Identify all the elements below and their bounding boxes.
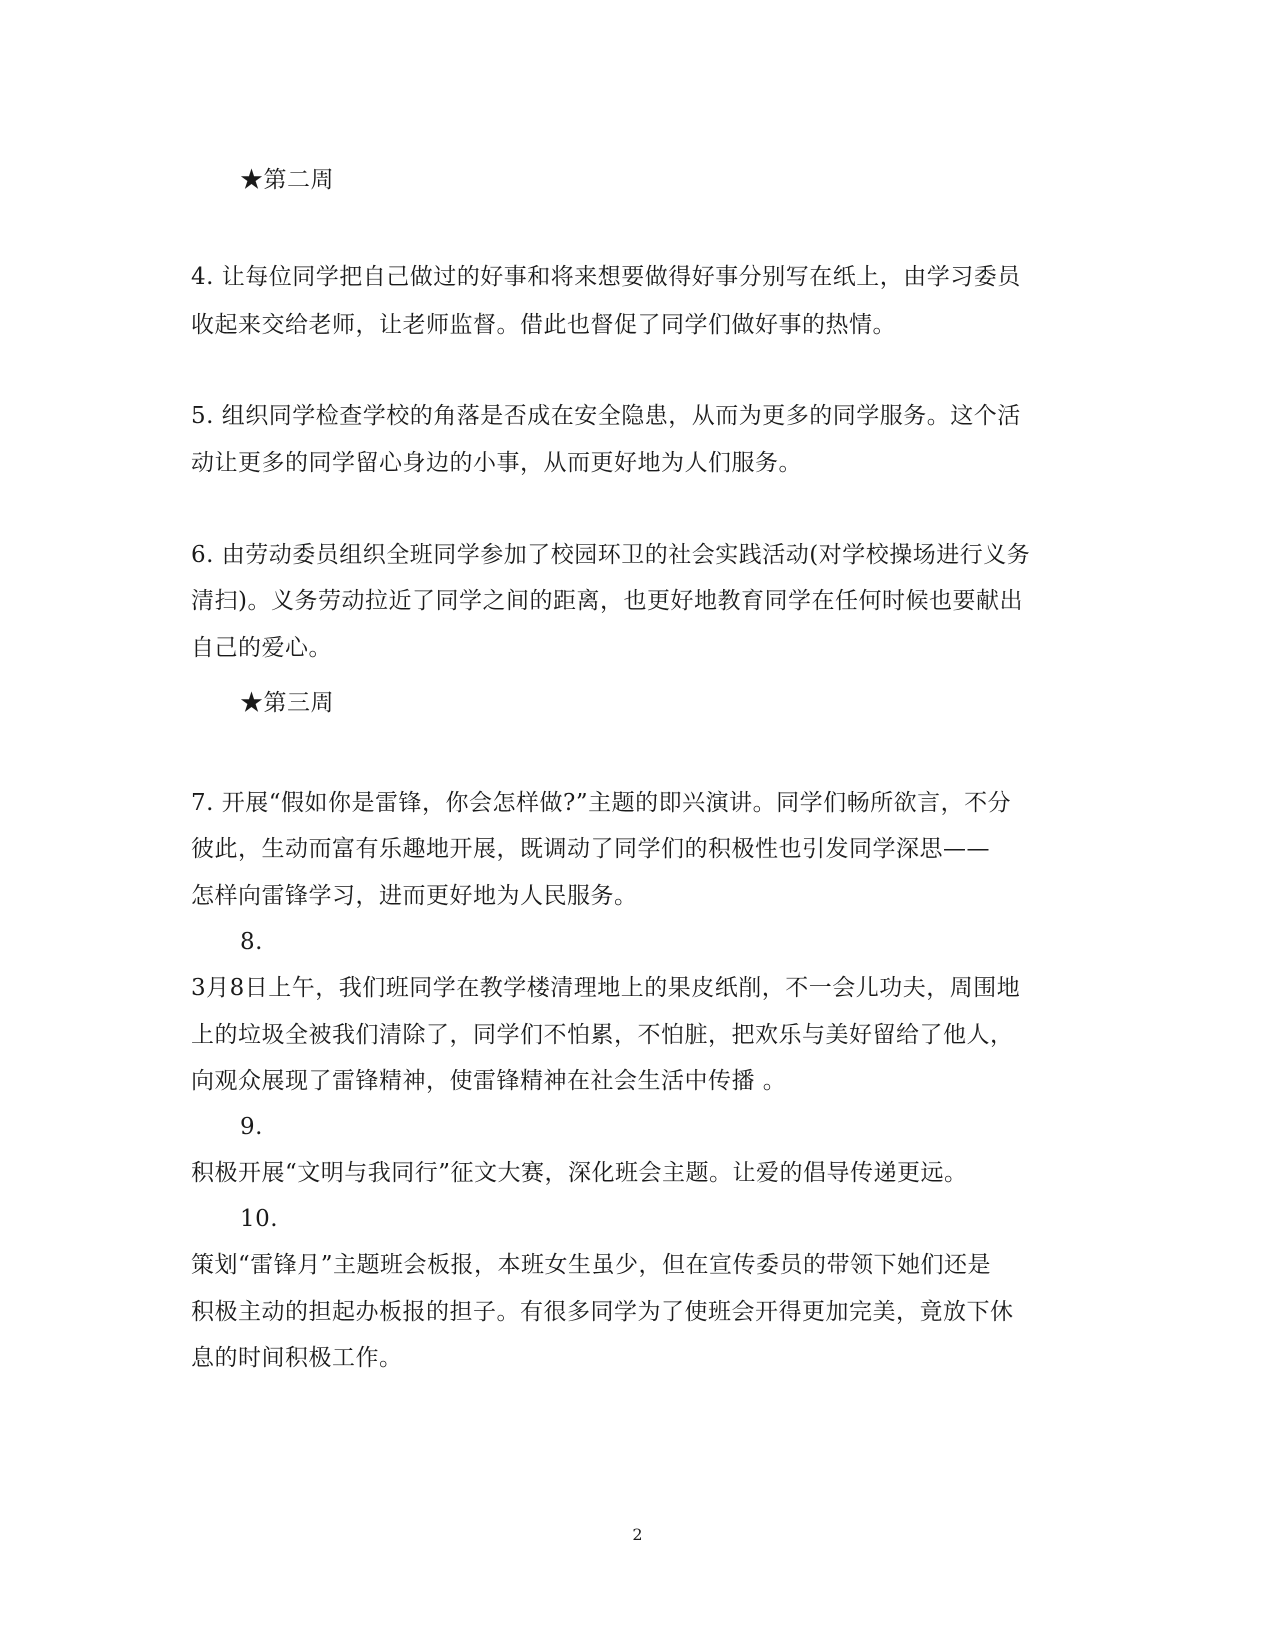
item10-line1: 策划“雷锋月”主题班会板报，本班女生虽少，但在宣传委员的带领下她们还是: [191, 1252, 992, 1278]
item6-line3: 自己的爱心。: [191, 635, 332, 661]
item5-line2: 动让更多的同学留心身边的小事，从而更好地为人们服务。: [191, 450, 802, 476]
item10-line2: 积极主动的担起办板报的担子。有很多同学为了使班会开得更加完美，竟放下休: [191, 1299, 1014, 1325]
item7-line1: 7. 开展“假如你是雷锋，你会怎样做?”主题的即兴演讲。同学们畅所欲言，不分: [191, 790, 1012, 816]
page-number: 2: [632, 1525, 643, 1544]
item7-line3: 怎样向雷锋学习，进而更好地为人民服务。: [191, 883, 638, 909]
item8-number: 8.: [240, 929, 263, 955]
item10-number: 10.: [240, 1206, 279, 1232]
item5-line1: 5. 组织同学检查学校的角落是否成在安全隐患，从而为更多的同学服务。这个活: [191, 403, 1021, 429]
item8-line3: 向观众展现了雷锋精神，使雷锋精神在社会生活中传播 。: [191, 1068, 787, 1094]
item9-line1: 积极开展“文明与我同行”征文大赛，深化班会主题。让爱的倡导传递更远。: [191, 1160, 968, 1186]
item6-line2: 清扫)。义务劳动拉近了同学之间的距离，也更好地教育同学在任何时候也要献出: [191, 588, 1023, 614]
item8-line2: 上的垃圾全被我们清除了，同学们不怕累，不怕脏，把欢乐与美好留给了他人，: [191, 1022, 1014, 1048]
item9-number: 9.: [240, 1114, 263, 1140]
week2-heading: ★第二周: [240, 167, 334, 193]
item8-line1: 3月8日上午，我们班同学在教学楼清理地上的果皮纸削，不一会儿功夫，周围地: [191, 975, 1021, 1001]
item4-line2: 收起来交给老师，让老师监督。借此也督促了同学们做好事的热情。: [191, 312, 896, 338]
item10-line3: 息的时间积极工作。: [191, 1345, 403, 1371]
item7-line2: 彼此，生动而富有乐趣地开展，既调动了同学们的积极性也引发同学深思——: [191, 836, 990, 862]
week3-heading: ★第三周: [240, 690, 334, 716]
item4-line1: 4. 让每位同学把自己做过的好事和将来想要做得好事分别写在纸上，由学习委员: [191, 264, 1021, 290]
item6-line1: 6. 由劳动委员组织全班同学参加了校园环卫的社会实践活动(对学校操场进行义务: [191, 542, 1031, 568]
